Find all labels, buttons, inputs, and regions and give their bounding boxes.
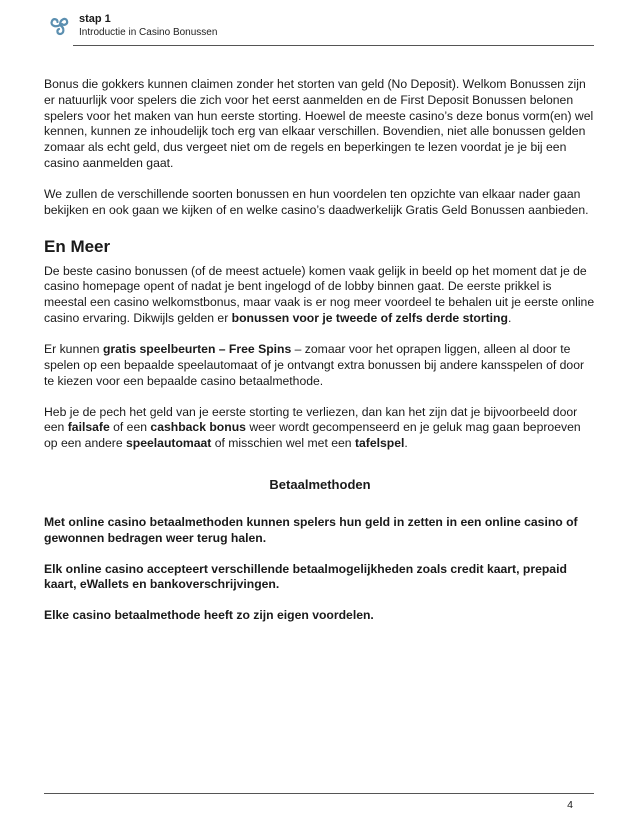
text-span: Heb je de pech het geld van je eerste storting te verliezen, dan kan het zijn dat je bijvoorbeeld door een [44, 404, 578, 435]
section-heading-en-meer: En Meer [44, 236, 111, 256]
header-step-label: stap 1 [79, 13, 111, 25]
betaal-paragraph-2: Elk online casino accepteert verschillende betaalmogelijkheden zoals credit kaart, prepaid kaart, eWallets en bankoverschrijvingen. [44, 561, 567, 592]
intro-paragraph-1: Bonus die gokkers kunnen claimen zonder het storten van geld (No Deposit). Welkom Bonussen zijn er natuurlijk voor spelers die zich voor het eerst aanmelden en de First Deposit Bonussen belonen spelers voor het maken van hun eerste storting. Hoewel de meeste casino’s deze bonus vorm(en) wel kennen, kunnen ze inhoudelijk toch erg van elkaar verschillen. Bovendien, niet alle bonussen gelden zomaar als echt geld, dus vergeet niet om de regels en beperkingen te lezen voordat je je bij een casino aanmelden gaat. [44, 77, 594, 170]
text-span: of misschien wel met een [211, 436, 355, 451]
header-divider [73, 45, 594, 46]
section-heading-betaalmethoden: Betaalmethoden [269, 476, 371, 492]
bold-span: failsafe [67, 420, 110, 435]
text-span: De beste casino bonussen (of de meest actuele) komen vaak gelijk in beeld op het moment dat je de casino homepage opent of nadat je bent ingelogd of de lobby binnen gaat. De eerste prikkel is meestal een casino welkomstbonus, maar vaak is er nog meer voordeel te behalen uit je eerste online casino ervaring. Dikwijls gelden er [44, 263, 595, 325]
intro-paragraph-2: We zullen de verschillende soorten bonussen en hun voordelen ten opzichte van elkaar nader gaan bekijken en ook gaan we kijken of en welke casino’s daadwerkelijk Gratis Geld Bonussen aanbieden. [44, 186, 589, 217]
en-meer-paragraph-3 [44, 405, 596, 452]
page-header [44, 10, 594, 46]
en-meer-paragraph-2 [44, 342, 596, 389]
header-subtitle: Introductie in Casino Bonussen [79, 27, 218, 38]
text-span: . [507, 310, 512, 325]
bold-span: speelautomaat [126, 436, 212, 451]
text-span: of een [109, 420, 151, 435]
page-body [44, 77, 596, 624]
en-meer-paragraph-1 [44, 264, 596, 327]
text-span: Er kunnen [44, 341, 103, 356]
footer-divider [44, 793, 594, 794]
page-number: 4 [567, 799, 573, 811]
bold-span: gratis speelbeurten – Free Spins [102, 341, 292, 356]
bold-span: cashback bonus [150, 420, 246, 435]
betaal-paragraph-3: Elke casino betaalmethode heeft zo zijn eigen voordelen. [44, 608, 374, 623]
text-span: . [404, 436, 408, 451]
triskelion-logo-icon [44, 10, 76, 42]
text-span: weer wordt gecompenseerd en je geluk mag gaan beproeven op een andere [44, 420, 581, 451]
betaal-paragraph-1: Met online casino betaalmethoden kunnen spelers hun geld in zetten in een online casino of gewonnen bedragen weer terug halen. [44, 514, 578, 545]
bold-span: bonussen voor je tweede of zelfs derde storting [231, 310, 508, 325]
bold-span: tafelspel [354, 436, 405, 451]
text-span: – zomaar voor het oprapen liggen, alleen al door te spelen op een bepaalde speelautomaat of je ontvangt extra bonussen bij andere kansspelen of door te kiezen voor een bepaalde casino betaalmethode. [44, 341, 585, 388]
